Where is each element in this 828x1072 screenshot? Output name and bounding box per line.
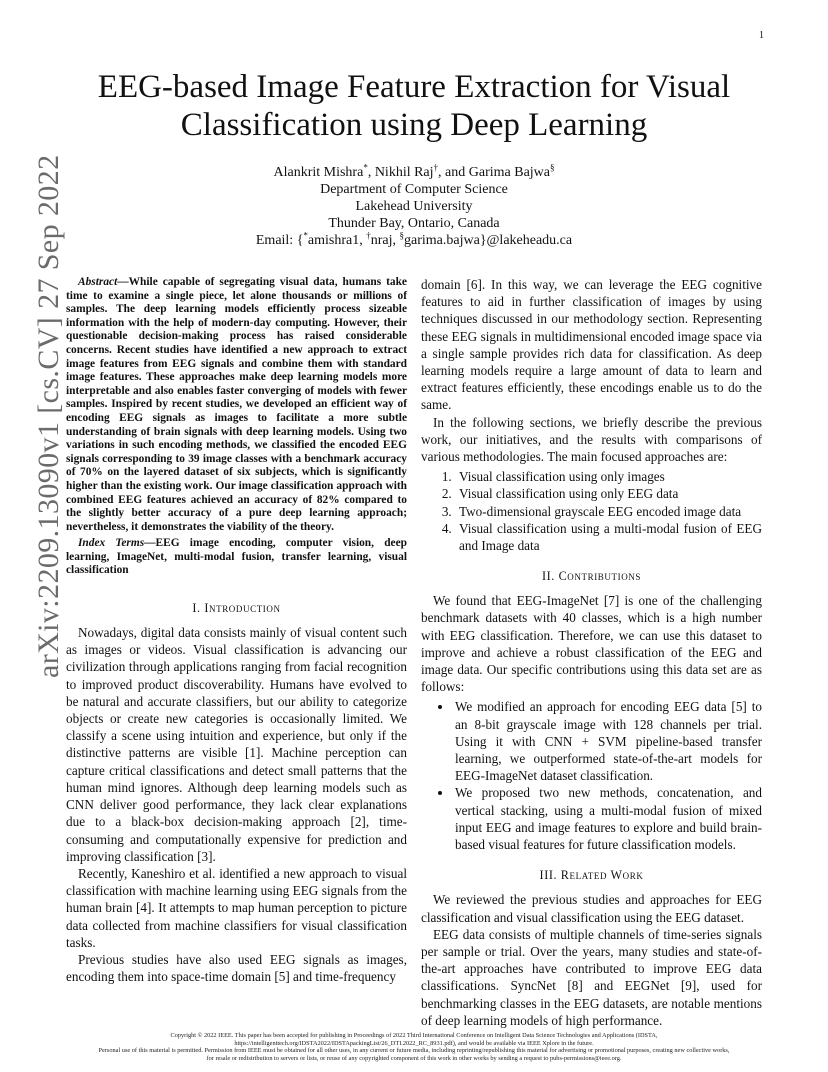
- email-1: amishra1,: [307, 233, 367, 248]
- abstract-label: Abstract: [78, 276, 118, 288]
- email-2: nraj,: [370, 233, 400, 248]
- email-line: [60, 232, 768, 249]
- paragraph: Recently, Kaneshiro et al. identified a new approach to visual classification with machine learning using EEG signals from the human brain [4]. It attempts to map human perception to picture data collected from machine classifiers for visual classification tasks.: [66, 865, 407, 950]
- list-item: 4. Visual classification using a multi-modal fusion of EEG and Image data: [455, 520, 762, 554]
- list-item: • We modified an approach for encoding EEG data [5] to an 8-bit grayscale image with 128 channels per trial. Using it with CNN + SVM pipeline-based transfer learning, we outperformed state-of-the-art models for EEG-ImageNet dataset classification.: [453, 698, 762, 784]
- author-separator: ,: [367, 165, 375, 180]
- paragraph: Previous studies have also used EEG signals as images, encoding them into space-time domain [5] and time-frequency: [66, 951, 407, 985]
- abstract-text: —While capable of segregating visual data, humans take time to examine a single piece, let alone thousands or millions of samples. The deep learning models efficiently process sizeable information with the help of modern-day computing. However, their questionable decision-making process has raised considerable concerns. Recent studies have identified a new approach to extract image features from EEG signals and combine them with standard image features. These approaches make deep learning models more interpretable and also enables faster converging of models with fewer samples. Inspired by recent studies, we developed an efficient way of encoding EEG signals as images to facilitate a more subtle understanding of brain signals with deep learning models. Using two variations in such encoding methods, we classified the encoded EEG signals corresponding to 39 image classes with a benchmark accuracy of 70% on the layered dataset of six subjects, which is significantly higher than the existing work. Our image classification approach with combined EEG features achieved an accuracy of 82% compared to the slightly better accuracy of a pure deep learning approach; nevertheless, it demonstrates the viability of the theory.: [66, 276, 407, 533]
- section-heading-related-work: III. Related Work: [539, 868, 644, 883]
- index-terms-label: Index Terms: [78, 537, 145, 550]
- section-heading-contributions: II. Contributions: [541, 569, 642, 584]
- email-mark-1: *: [303, 230, 308, 241]
- email-mark-2: †: [366, 230, 371, 241]
- index-terms: [66, 537, 407, 578]
- left-column: [66, 276, 407, 985]
- author-2: Nikhil Raj: [374, 165, 434, 180]
- arxiv-identifier: arXiv:2209.13090v1 [cs.CV] 27 Sep 2022: [32, 154, 65, 678]
- author-separator: , and: [438, 165, 469, 180]
- paragraph: domain [6]. In this way, we can leverage the EEG cognitive features to aid in further classification of images by using techniques discussed in our methodology section. Representing these EEG signals in multidimensional encoded image space via a single sample provides rich data for classification. As deep learning models require a large amount of data to learn and extract features efficiently, these encodings enable us to do the same.: [421, 277, 762, 413]
- footer-line: Copyright © 2022 IEEE. This paper has been accepted for publishing in Proceedings of 2022 Third International Conference on Intelligent Data Science Technologies and Applications (IDSTA,: [170, 1032, 658, 1039]
- email-3: garima.bajwa}@lakeheadu.ca: [404, 233, 573, 248]
- abstract: [66, 276, 407, 534]
- list-item: • We proposed two new methods, concatenation, and vertical stacking, using a multi-modal fusion of mixed input EEG and image features to explore and build brain-based visual features for future classification models.: [453, 784, 762, 853]
- email-mark-3: §: [399, 230, 405, 241]
- author-1-mark: *: [363, 162, 368, 173]
- footer-line: https://intelligenttech.org/IDSTA2022/IDSTApackingList/26_DTI.2022_RC_8931.pdf), and would be available via IEEE Xplore in the future.: [234, 1039, 594, 1047]
- paper-title: EEG-based Image Feature Extraction for Visual Classification using Deep Learning: [97, 69, 731, 143]
- footer-line: Personal use of this material is permitted. Permission from IEEE must be obtained for all other uses, in any current or future media, including reprinting/republishing this material for advertising or promotional purposes, creating new collective works,: [98, 1047, 730, 1055]
- email-prefix: Email: {: [255, 233, 304, 248]
- list-item: 3. Two-dimensional grayscale EEG encoded image data: [455, 503, 762, 520]
- section-heading-introduction: I. Introduction: [192, 601, 281, 616]
- paragraph: In the following sections, we briefly describe the previous work, our initiatives, and the results with comparisons of various methodologies. The main focused approaches are:: [421, 414, 762, 465]
- index-terms-text: —EEG image encoding, computer vision, deep learning, ImageNet, multi-modal fusion, transfer learning, visual classification: [66, 537, 407, 577]
- author-names: [60, 164, 768, 181]
- approaches-list: [421, 468, 762, 554]
- author-3: Garima Bajwa: [468, 165, 551, 180]
- author-block: [60, 164, 768, 249]
- department: Department of Computer Science: [320, 182, 508, 197]
- right-column: [421, 276, 762, 1029]
- paragraph: Nowadays, digital data consists mainly of visual content such as images or videos. Visual classification is advancing our civilization through applications ranging from facial recognition to improved product discoverability. Humans have evolved to be natural and accurate classifiers, but our ability to categorize objects or create new categories is occasionally limited. We classify a scene using intuition and experience, but only if the distinctive patterns are visible [1]. Machine perception can capture critical classifications and detect small patterns that the human mind ignores. Although deep learning models such as CNN deliver good performance, they lack clear explanations due to a black-box decision-making approach [2], time-consuming and computationally expensive for prediction and improving classification [3].: [66, 625, 407, 864]
- paragraph: EEG data consists of multiple channels of time-series signals per sample or trial. Over the years, many studies and state-of-the-art approaches have contributed to improve EEG data classifications. SyncNet [8] and EEGNet [9], used for benchmarking classes in the EEG datasets, are notable mentions of deep learning models of high performance.: [421, 926, 762, 1028]
- author-3-mark: §: [550, 162, 555, 173]
- footer-line: for resale or redistribution to servers or lists, or reuse of any copyrighted component of this work in other works by sending a request to pubs-permissions@ieee.org.: [206, 1054, 622, 1062]
- list-item: 1. Visual classification using only images: [455, 468, 762, 485]
- paragraph: We reviewed the previous studies and approaches for EEG classification and visual classification using the EEG dataset.: [421, 892, 762, 925]
- page-number: 1: [759, 30, 764, 41]
- university: Lakehead University: [355, 199, 473, 214]
- location: Thunder Bay, Ontario, Canada: [328, 216, 500, 231]
- paragraph: We found that EEG-ImageNet [7] is one of the challenging benchmark datasets with 40 classes, which is a high number with EEG classification. Therefore, we can use this dataset to improve and achieve a robust classification of the EEG and image data. Our specific contributions using this data set are as follows:: [421, 593, 762, 695]
- list-item: 2. Visual classification using only EEG data: [455, 485, 762, 502]
- author-1: Alankrit Mishra: [273, 165, 364, 180]
- copyright-footer: [62, 1032, 766, 1062]
- contributions-list: [421, 698, 762, 853]
- arxiv-stamp: [8, 154, 65, 678]
- author-2-mark: †: [433, 162, 439, 173]
